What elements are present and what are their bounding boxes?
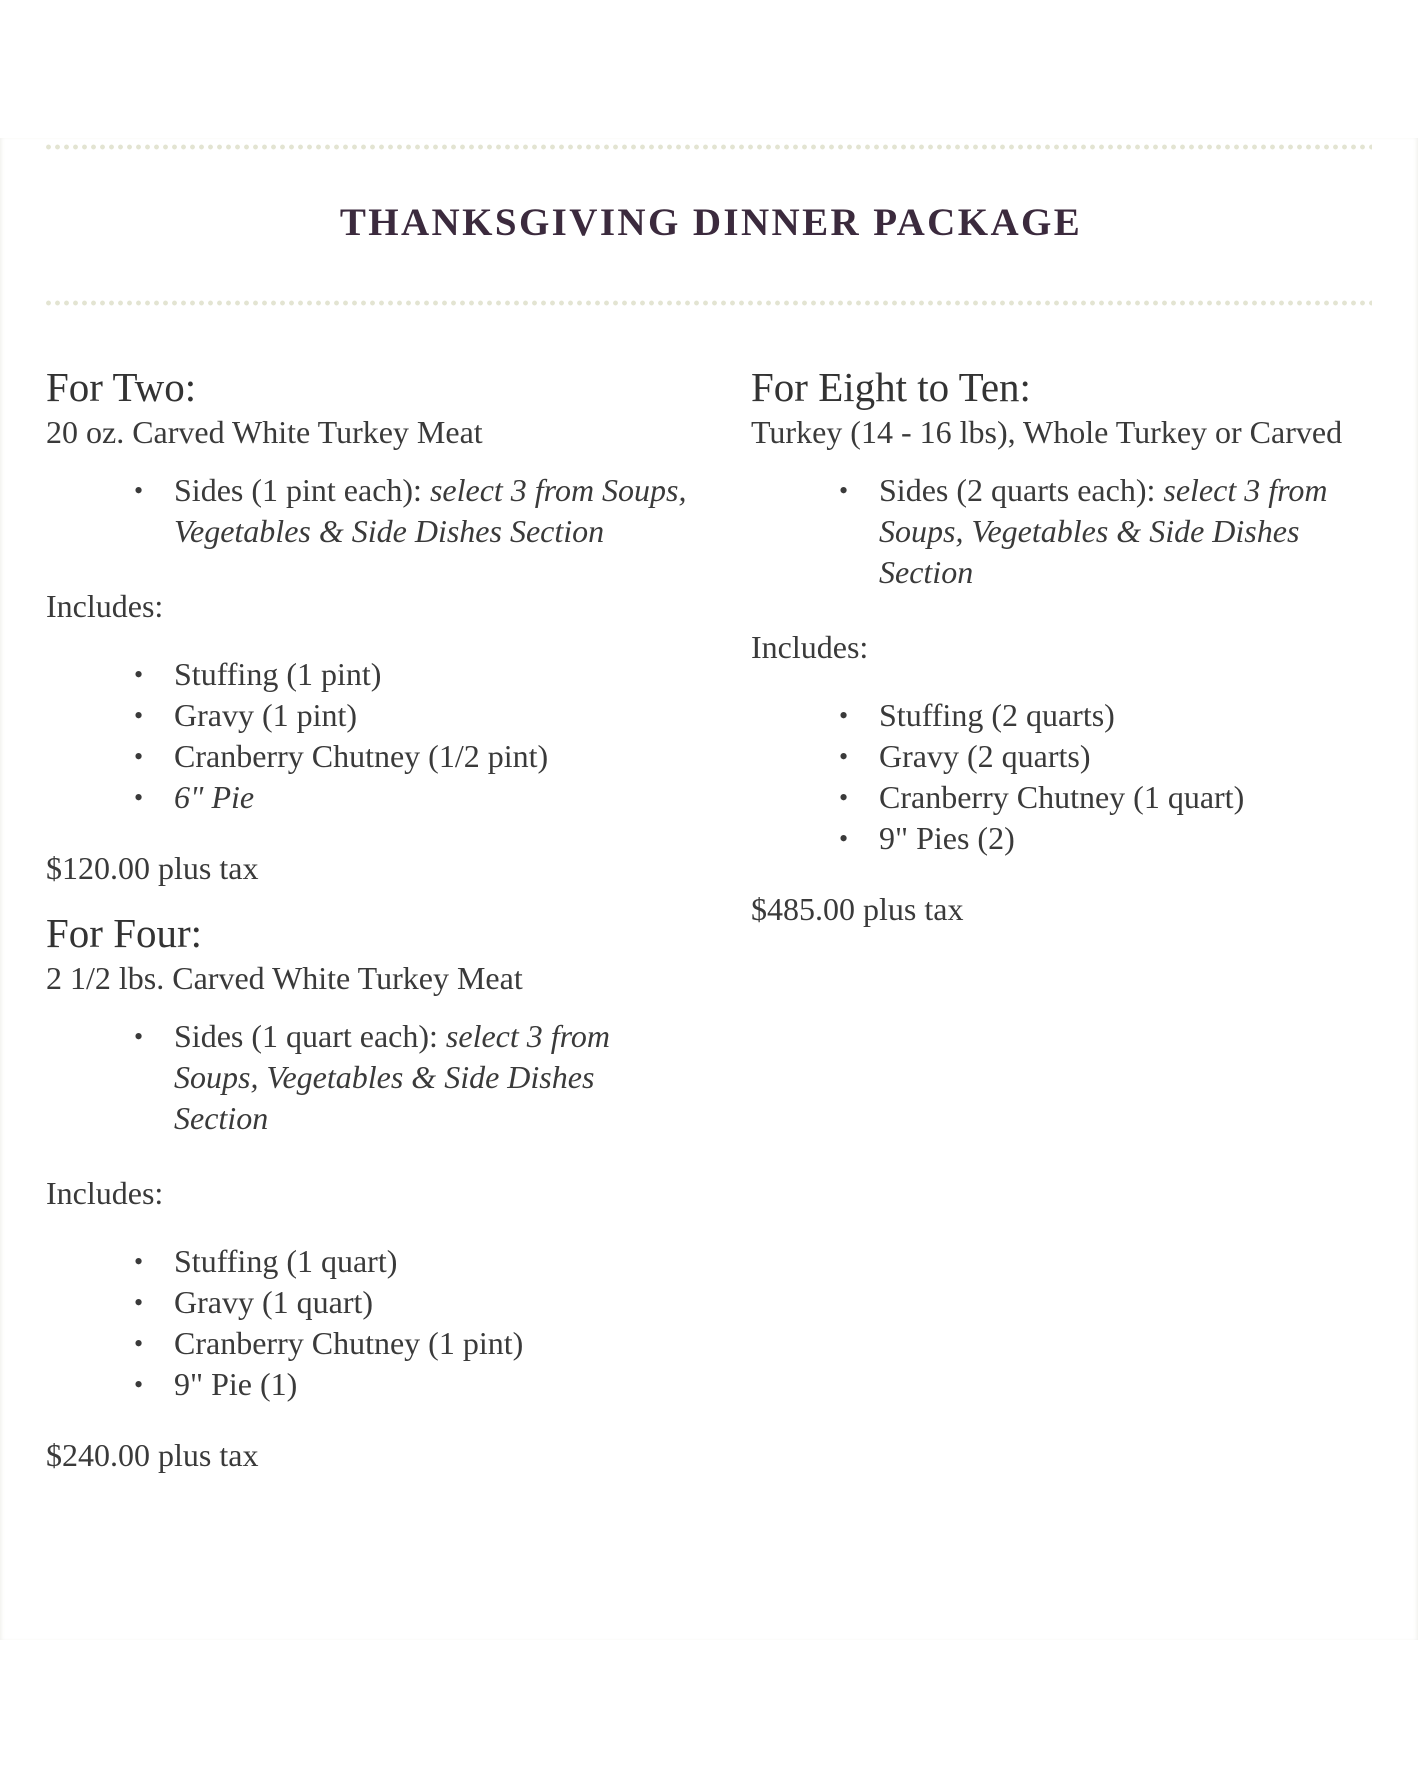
includes-label: Includes:	[751, 629, 869, 665]
sides-list	[46, 470, 696, 552]
package-heading: For Two:	[46, 364, 197, 410]
package-for-four	[46, 908, 696, 1475]
sides-text: Sides (1 pint each):	[174, 472, 430, 508]
page-title: THANKSGIVING DINNER PACKAGE	[339, 201, 1083, 244]
package-for-two	[46, 362, 696, 888]
includes-item: • Stuffing (1 pint)	[174, 654, 696, 695]
sides-text: Sides (2 quarts each):	[879, 472, 1164, 508]
includes-item	[174, 777, 696, 818]
package-price: $485.00 plus tax	[751, 891, 964, 927]
package-price: $240.00 plus tax	[46, 1437, 259, 1473]
includes-list	[46, 1241, 696, 1405]
dotted-divider-bottom	[44, 300, 1372, 306]
sides-text: Sides (1 quart each):	[174, 1018, 446, 1054]
includes-item: • Gravy (1 pint)	[174, 695, 696, 736]
includes-item: • Stuffing (1 quart)	[174, 1241, 696, 1282]
sides-note: select 3 from Soups, Vegetables & Side Dishes Section	[879, 472, 1328, 590]
includes-item: • Gravy (2 quarts)	[879, 736, 1351, 777]
includes-item: • Gravy (1 quart)	[174, 1282, 696, 1323]
package-heading: For Eight to Ten:	[751, 364, 1031, 410]
includes-item: • Cranberry Chutney (1 quart)	[879, 777, 1351, 818]
includes-item: • 9" Pie (1)	[174, 1364, 696, 1405]
sides-note: select 3 from Soups, Vegetables & Side Dishes Section	[174, 1018, 611, 1136]
dotted-divider-top	[44, 144, 1372, 150]
sides-list	[751, 470, 1351, 593]
sides-item	[174, 470, 696, 552]
package-description: 20 oz. Carved White Turkey Meat	[46, 414, 483, 450]
includes-list	[46, 654, 696, 818]
includes-item-italic: 6" Pie	[174, 779, 255, 815]
left-column	[46, 362, 696, 1475]
includes-item: • Cranberry Chutney (1 pint)	[174, 1323, 696, 1364]
package-for-eight-to-ten	[751, 362, 1351, 929]
includes-label: Includes:	[46, 1175, 164, 1211]
package-price: $120.00 plus tax	[46, 850, 259, 886]
sides-note: select 3 from Soups, Vegetables & Side Dishes Section	[174, 472, 687, 549]
right-column	[751, 362, 1351, 929]
sides-item	[174, 1016, 696, 1139]
includes-item: • Cranberry Chutney (1/2 pint)	[174, 736, 696, 777]
package-description: 2 1/2 lbs. Carved White Turkey Meat	[46, 960, 523, 996]
includes-label: Includes:	[46, 588, 164, 624]
sides-list	[46, 1016, 696, 1139]
includes-item: • 9" Pies (2)	[879, 818, 1351, 859]
package-description: Turkey (14 - 16 lbs), Whole Turkey or Carved	[751, 414, 1343, 450]
includes-item: • Stuffing (2 quarts)	[879, 695, 1351, 736]
includes-list	[751, 695, 1351, 859]
sides-item	[879, 470, 1351, 593]
package-heading: For Four:	[46, 910, 203, 956]
